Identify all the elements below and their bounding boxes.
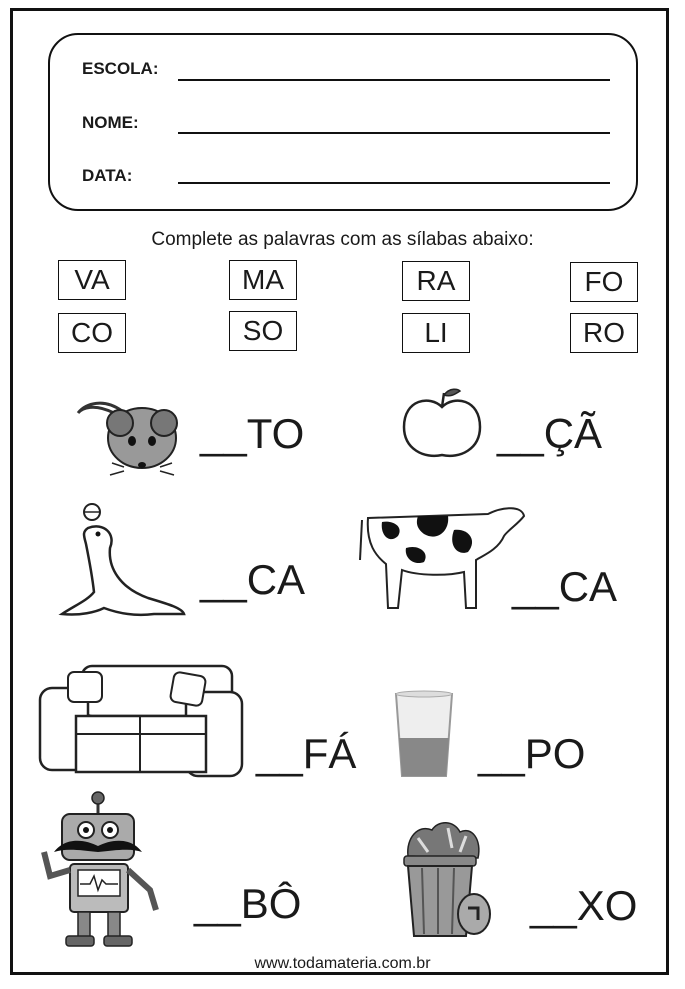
footer-url[interactable]: www.todamateria.com.br bbox=[254, 955, 431, 972]
word-blank: __CA bbox=[512, 563, 618, 610]
word-blank: __FÁ bbox=[256, 730, 357, 777]
name-line[interactable] bbox=[178, 132, 610, 134]
school-line[interactable] bbox=[178, 79, 610, 81]
seal-icon bbox=[58, 498, 190, 626]
glass-icon bbox=[392, 690, 456, 780]
word-blank: __PO bbox=[478, 730, 586, 777]
date-line[interactable] bbox=[178, 182, 610, 184]
instruction-text: Complete as palavras com as sílabas abaixo: bbox=[151, 229, 534, 250]
syllable-box: CO bbox=[58, 313, 126, 353]
word-blank: __TO bbox=[200, 410, 305, 457]
apple-icon bbox=[400, 385, 484, 463]
robot-icon bbox=[36, 790, 166, 948]
syllable-box: VA bbox=[58, 260, 126, 300]
cow-icon bbox=[358, 500, 530, 614]
school-label: ESCOLA: bbox=[82, 59, 159, 78]
syllable-box: RO bbox=[570, 313, 638, 353]
syllable-box: SO bbox=[229, 311, 297, 351]
date-label: DATA: bbox=[82, 166, 133, 185]
student-info-box bbox=[48, 33, 638, 211]
name-label: NOME: bbox=[82, 113, 139, 132]
mouse-icon bbox=[74, 383, 186, 483]
trash-can-icon bbox=[398, 818, 492, 942]
word-blank: __ÇÃ bbox=[497, 410, 603, 457]
word-blank: __XO bbox=[530, 882, 638, 929]
syllable-box: LI bbox=[402, 313, 470, 353]
syllable-box: MA bbox=[229, 260, 297, 300]
syllable-box: RA bbox=[402, 261, 470, 301]
word-blank: __BÔ bbox=[194, 880, 302, 927]
syllable-box: FO bbox=[570, 262, 638, 302]
sofa-icon bbox=[36, 662, 246, 784]
word-blank: __CA bbox=[200, 556, 306, 603]
